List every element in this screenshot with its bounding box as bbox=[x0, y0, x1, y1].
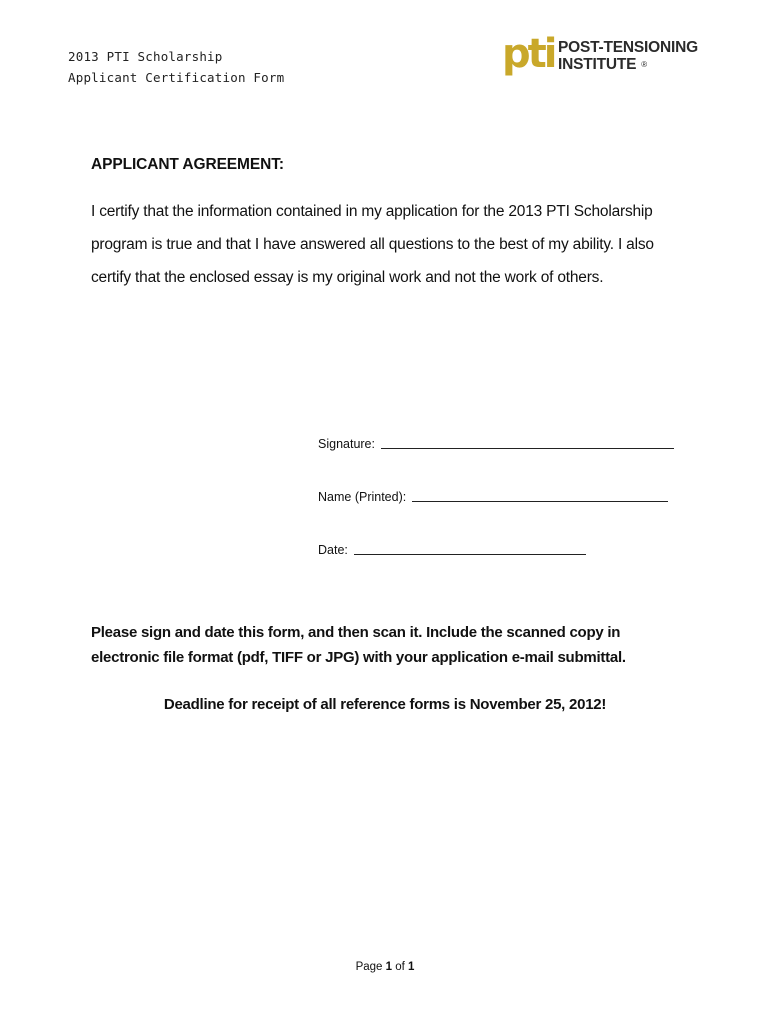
document-header bbox=[68, 46, 284, 88]
date-line[interactable] bbox=[354, 553, 586, 555]
pti-logo bbox=[502, 31, 702, 80]
agreement-heading: APPLICANT AGREEMENT: bbox=[91, 156, 284, 173]
registered-mark: ® bbox=[641, 60, 647, 69]
page-word: Page bbox=[355, 961, 383, 973]
printed-name-line[interactable] bbox=[412, 500, 668, 502]
header-subtitle: Applicant Certification Form bbox=[68, 70, 285, 85]
signature-line[interactable] bbox=[381, 447, 674, 449]
logo-wordmark bbox=[558, 39, 698, 73]
printed-name-field[interactable] bbox=[318, 490, 668, 504]
date-label: Date: bbox=[318, 543, 348, 557]
page-total: 1 bbox=[408, 961, 415, 973]
of-word: of bbox=[395, 961, 405, 973]
instructions-text: Please sign and date this form, and then scan it. Include the scanned copy in electronic file format (pdf, TIFF or JPG) with your application e-mail submittal. bbox=[91, 624, 626, 666]
logo-mark: pti bbox=[502, 31, 555, 77]
signature-field[interactable] bbox=[318, 437, 674, 451]
header-title: 2013 PTI Scholarship bbox=[68, 49, 223, 64]
agreement-body: I certify that the information contained in my application for the 2013 PTI Scholarship program is true and that I have answered all questions to the best of my ability. I also certify that the enclosed essay is my original work and not the work of others. bbox=[91, 203, 654, 286]
logo-line-2: INSTITUTE bbox=[558, 56, 637, 73]
page-footer bbox=[0, 961, 770, 973]
logo-line-1: POST-TENSIONING bbox=[558, 39, 698, 56]
page-current: 1 bbox=[385, 961, 393, 973]
deadline-text: Deadline for receipt of all reference forms is November 25, 2012! bbox=[163, 696, 607, 713]
signature-label: Signature: bbox=[318, 437, 375, 451]
logo-line-2-wrap bbox=[558, 56, 698, 73]
date-field[interactable] bbox=[318, 543, 586, 557]
printed-name-label: Name (Printed): bbox=[318, 490, 407, 504]
